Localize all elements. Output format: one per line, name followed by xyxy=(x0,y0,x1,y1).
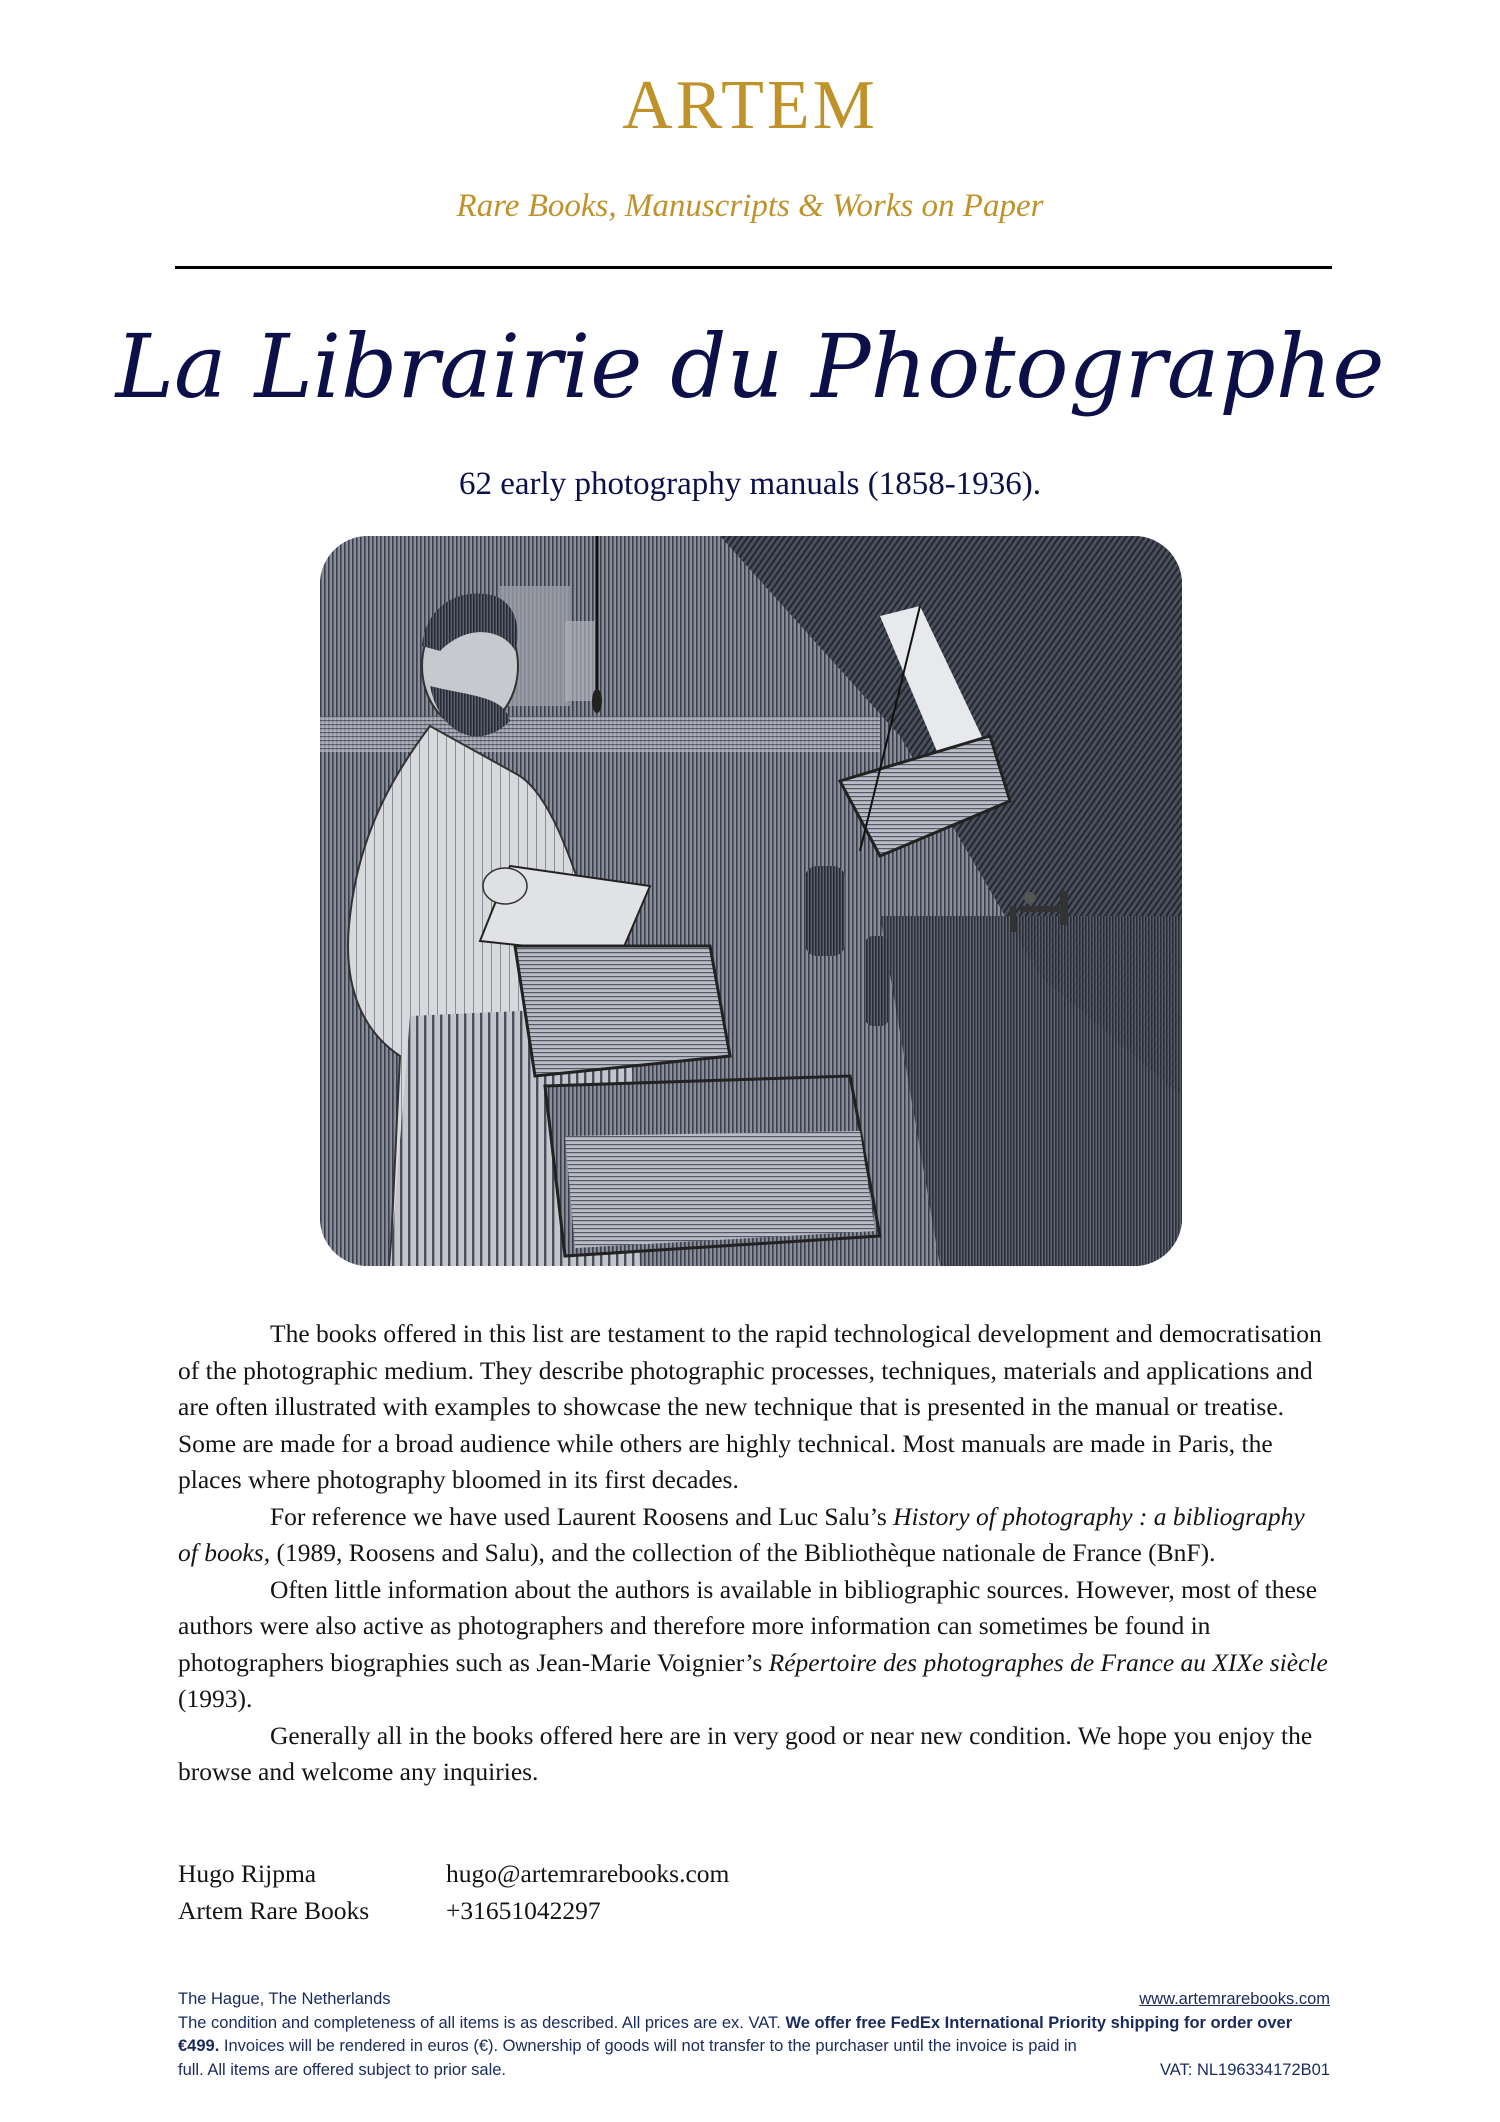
contact-name: Hugo Rijpma xyxy=(178,1859,317,1888)
brand-logo: ARTEM xyxy=(622,67,878,144)
intro-text xyxy=(178,1316,1330,1791)
brand-tagline: Rare Books, Manuscripts & Works on Paper xyxy=(456,188,1044,224)
vat-number: VAT: NL196334172B01 xyxy=(1159,2060,1330,2079)
footer-terms-end: full. All items are offered subject to prior sale. xyxy=(178,2060,507,2079)
shipping-offer: We offer free FedEx International Priority shipping for order over €499. xyxy=(178,2013,1293,2055)
paragraph-3: Often little information about the authors is available in bibliographic sources. However, most of these authors were also active as photographers and therefore more information can sometimes be found in photographers biographies such as Jean-Marie Voignier’s Répertoire des photographes de France au XIXe siècle (1993). xyxy=(178,1574,1328,1713)
page-subtitle: 62 early photography manuals (1858-1936). xyxy=(459,466,1041,502)
website-link[interactable]: www.artemrarebooks.com xyxy=(1139,1990,1330,2008)
header-divider xyxy=(175,266,1332,269)
paragraph-4: Generally all in the books offered here are in very good or near new condition. We hope you enjoy the browse and welcome any inquiries. xyxy=(178,1720,1313,1786)
contact-email-link[interactable]: hugo@artemrarebooks.com xyxy=(446,1859,730,1888)
paragraph-2: For reference we have used Laurent Roosens and Luc Salu’s History of photography : a bibliography of books, (1989, Roosens and Salu), and the collection of the Bibliothèque nationale de France (BnF). xyxy=(178,1501,1305,1567)
book-title-roosens-salu: History of photography : a bibliography of books, xyxy=(178,1501,1305,1567)
contact-company: Artem Rare Books xyxy=(178,1895,370,1925)
contact-block xyxy=(178,1856,729,1929)
footer-terms: The condition and completeness of all items is as described. All prices are ex. VAT. We offer free FedEx International Priority shipping for order over €499. Invoices will be rendered in euros (€). Ownership of goods will not transfer to the purchaser until the invoice is paid in xyxy=(178,2013,1293,2055)
paragraph-1: The books offered in this list are testament to the rapid technological development and democratisation of the photographic medium. They describe photographic processes, techniques, materials and applications and are often illustrated with examples to showcase the new technique that is presented in the manual or treatise. Some are made for a broad audience while others are highly technical. Most manuals are made in Paris, the places where photography bloomed in its first decades. xyxy=(178,1319,1322,1494)
contact-phone[interactable]: +31651042297 xyxy=(446,1895,601,1925)
book-title-voignier: Répertoire des photographes de France au XIXe siècle xyxy=(768,1647,1328,1677)
page-footer xyxy=(178,1988,1330,2082)
darkroom-engraving-image xyxy=(320,536,1182,1266)
page-title: La Librairie du Photographe xyxy=(115,315,1385,418)
footer-location: The Hague, The Netherlands xyxy=(178,1990,391,2008)
